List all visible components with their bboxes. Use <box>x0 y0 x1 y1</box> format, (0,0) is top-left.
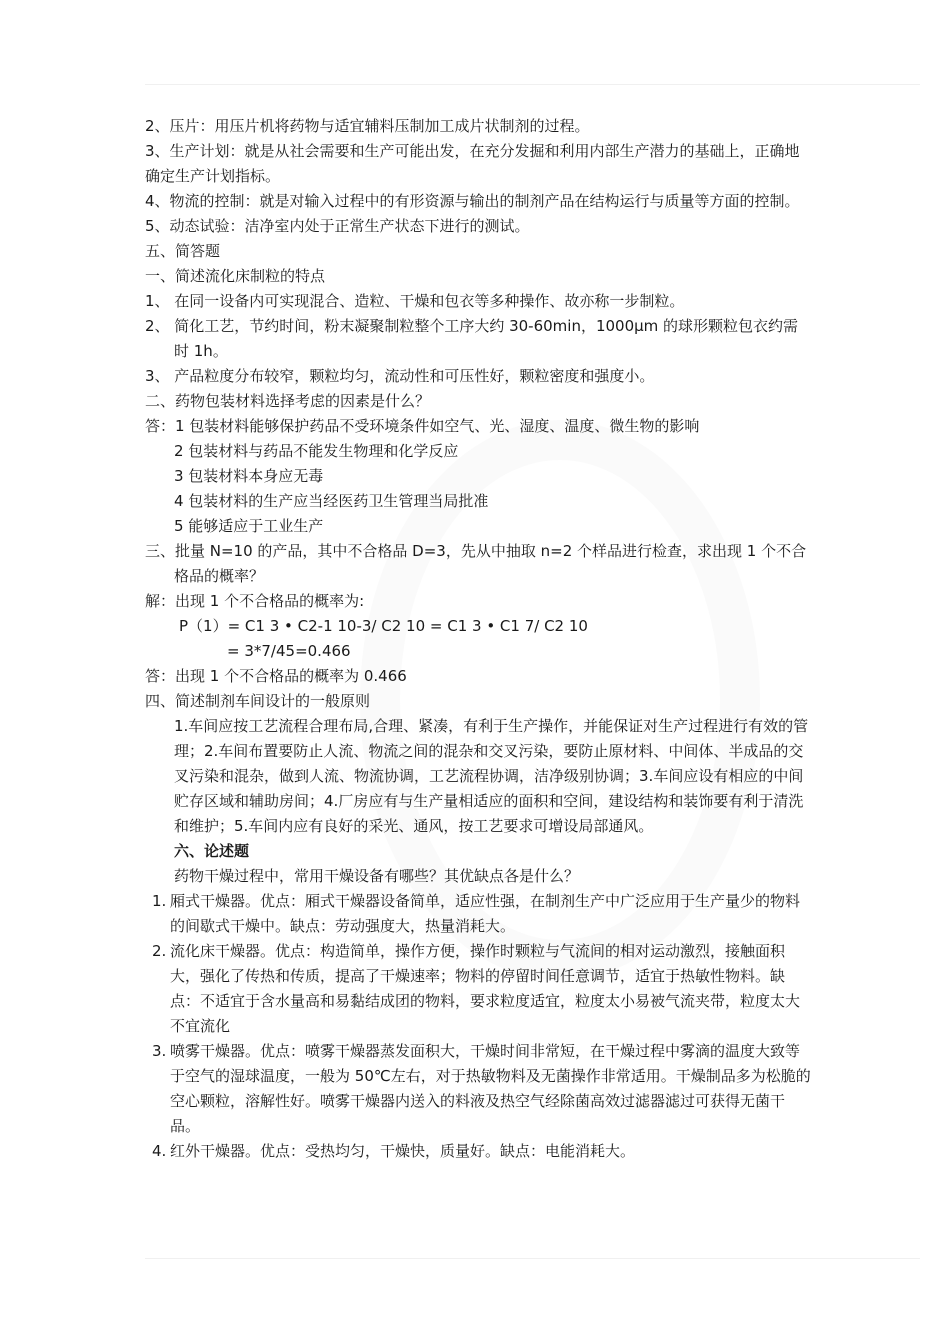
term-logistics-control: 4、物流的控制：就是对输入过程中的有形资源与输出的制剂产品在结构运行与质量等方面的控制。 <box>145 192 800 210</box>
section-heading-essay: 六、论述题 <box>174 842 250 860</box>
dryer-item-3 <box>145 1039 813 1139</box>
question-1-title: 一、简述流化床制粒的特点 <box>145 267 326 285</box>
question-2-answer-5: 5 能够适应于工业生产 <box>174 517 324 535</box>
dryer-item-2-text: 流化床干燥器。优点：构造简单，操作方便，操作时颗粒与气流间的相对运动激烈，接触面积大，强化了传热和传质，提高了干燥速率；物料的停留时间任意调节，适宜于热敏性物料。缺点：不适宜于含水量高和易黏结成团的物料，要求粒度适宜，粒度太小易被气流夹带，粒度太大不宜流化 <box>170 942 801 1035</box>
term-dynamic-test: 5、动态试验：洁净室内处于正常生产状态下进行的测试。 <box>145 217 530 235</box>
dryer-item-4 <box>145 1139 813 1164</box>
question-3-formula-2: = 3*7/45=0.466 <box>227 642 351 660</box>
section-heading-short-answer: 五、简答题 <box>145 242 221 260</box>
term-tableting: 2、压片：用压片机将药物与适宜辅料压制加工成片状制剂的过程。 <box>145 117 590 135</box>
page-bottom-rule <box>145 1258 920 1259</box>
question-1-point-2: 2、 简化工艺，节约时间，粉末凝聚制粒整个工序大约 30-60min，1000μm 的球形颗粒包衣约需时 1h。 <box>145 317 799 360</box>
dryer-item-3-number: 3. <box>152 1042 167 1060</box>
dryer-item-3-text: 喷雾干燥器。优点：喷雾干燥器蒸发面积大，干燥时间非常短，在干燥过程中雾滴的温度大致等于空气的湿球温度，一般为 50℃左右，对于热敏物料及无菌操作非常适用。干燥制品多为松脆的空心颗粒，溶解性好。喷雾干燥器内送入的料液及热空气经除菌高效过滤器滤过可获得无菌干品。 <box>170 1042 811 1135</box>
dryer-item-4-text: 红外干燥器。优点：受热均匀，干燥快，质量好。缺点：电能消耗大。 <box>170 1142 636 1160</box>
dryer-item-1 <box>145 889 813 939</box>
dryer-item-4-number: 4. <box>152 1142 167 1160</box>
question-3-answer: 答：出现 1 个不合格品的概率为 0.466 <box>145 667 407 685</box>
dryer-item-1-text: 厢式干燥器。优点：厢式干燥器设备简单，适应性强，在制剂生产中广泛应用于生产量少的物料的间歇式干燥中。缺点：劳动强度大，热量消耗大。 <box>170 892 801 935</box>
dryer-item-2 <box>145 939 813 1039</box>
question-3-formula-1: P（1）= C1 3 • C2-1 10-3/ C2 10 = C1 3 • C1 7/ C2 10 <box>179 617 588 635</box>
document-page <box>145 114 813 1164</box>
question-3-title: 三、批量 N=10 的产品，其中不合格品 D=3，先从中抽取 n=2 个样品进行检查，求出现 1 个不合格品的概率？ <box>145 542 807 585</box>
question-2-answer-1: 答：1 包装材料能够保护药品不受环境条件如空气、光、湿度、温度、微生物的影响 <box>145 417 700 435</box>
dryer-item-2-number: 2. <box>152 942 167 960</box>
question-1-point-3: 3、 产品粒度分布较窄，颗粒均匀，流动性和可压性好，颗粒密度和强度小。 <box>145 367 655 385</box>
essay-question: 药物干燥过程中，常用干燥设备有哪些？其优缺点各是什么？ <box>174 867 580 885</box>
question-2-answer-4: 4 包装材料的生产应当经医药卫生管理当局批准 <box>174 492 489 510</box>
page-top-rule <box>145 84 920 85</box>
question-4-answer: 1.车间应按工艺流程合理布局,合理、紧凑，有利于生产操作，并能保证对生产过程进行有效的管理；2.车间布置要防止人流、物流之间的混杂和交叉污染，要防止原材料、中间体、半成品的交叉污染和混杂，做到人流、物流协调，工艺流程协调，洁净级别协调；3.车间应设有相应的中间贮存区域和辅助房间；4.厂房应有与生产量相适应的面积和空间，建设结构和装饰要有利于清洗和维护；5.车间内应有良好的采光、通风，按工艺要求可增设局部通风。 <box>174 717 809 835</box>
question-2-answer-2: 2 包装材料与药品不能发生物理和化学反应 <box>174 442 459 460</box>
question-1-point-1: 1、 在同一设备内可实现混合、造粒、干燥和包衣等多种操作、故亦称一步制粒。 <box>145 292 685 310</box>
question-2-answer-3: 3 包装材料本身应无毒 <box>174 467 324 485</box>
dryer-item-1-number: 1. <box>152 892 167 910</box>
question-2-title: 二、药物包装材料选择考虑的因素是什么？ <box>145 392 431 410</box>
dryer-list <box>145 889 813 1164</box>
term-production-plan: 3、生产计划：就是从社会需要和生产可能出发，在充分发掘和利用内部生产潜力的基础上，正确地确定生产计划指标。 <box>145 142 800 185</box>
question-3-solution: 解：出现 1 个不合格品的概率为: <box>145 592 365 610</box>
question-4-title: 四、简述制剂车间设计的一般原则 <box>145 692 371 710</box>
